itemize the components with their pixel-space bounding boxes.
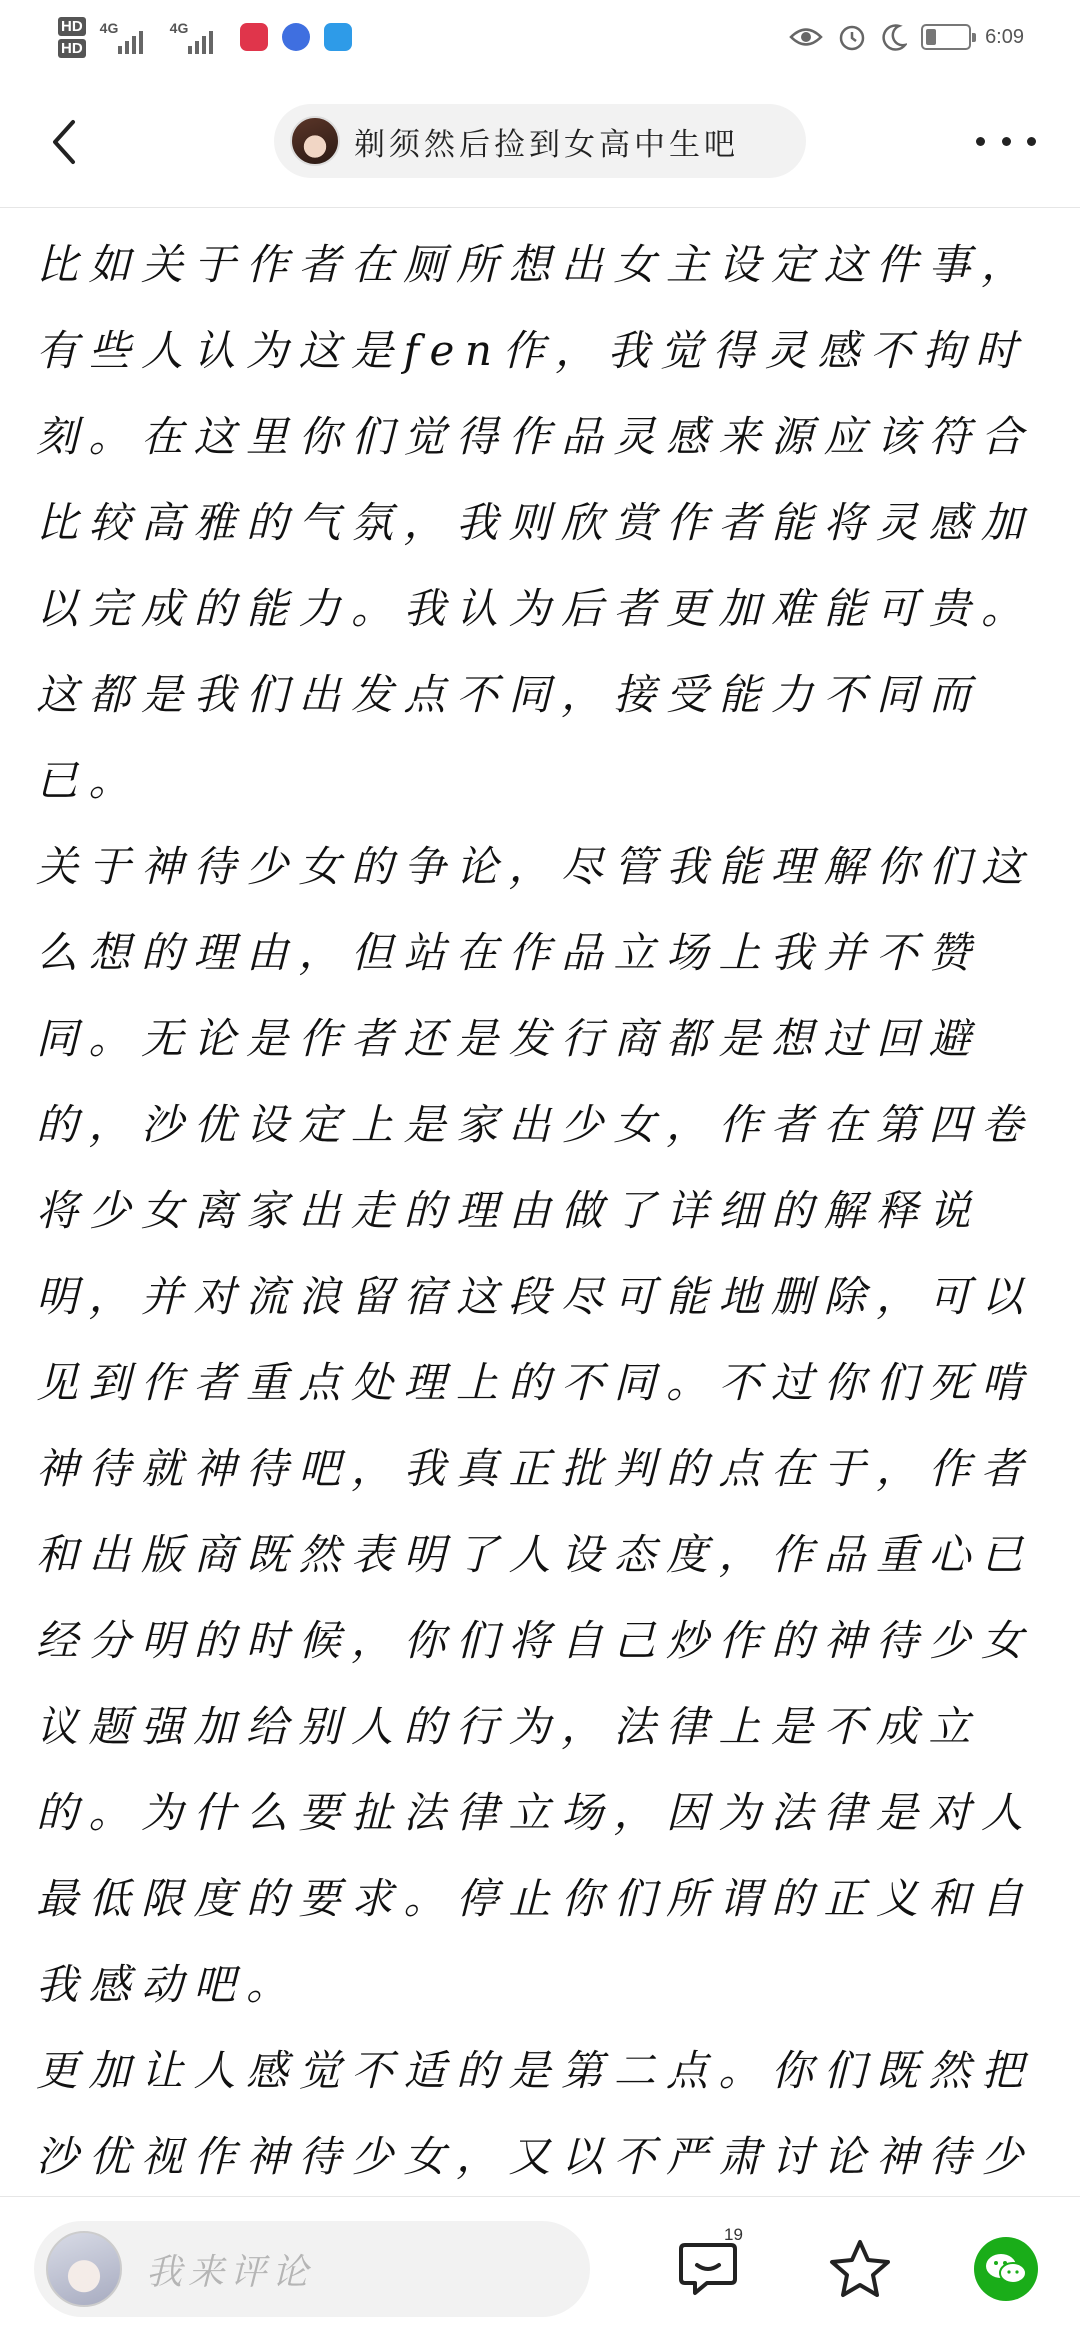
music-icon: [282, 23, 310, 51]
app-notification-icon: [240, 23, 268, 51]
battery-icon: [921, 24, 971, 50]
forum-title-pill[interactable]: [274, 104, 806, 178]
wechat-share-button[interactable]: [974, 2237, 1038, 2301]
reply-icon: [677, 2239, 739, 2299]
post-paragraph: 关于神待少女的争论，尽管我能理解你们这么想的理由，但站在作品立场上我并不赞同。无论是作者还是发行商都是想过回避的，沙优设定上是家出少女，作者在第四卷将少女离家出走的理由做了详细的解释说明，并对流浪留宿这段尽可能地删除，可以见到作者重点处理上的不同。不过你们死啃神待就神待吧，我真正批判的点在于，作者和出版商既然表明了人设态度，作品重心已经分明的时候，你们将自己炒作的神待少女议题强加给别人的行为，法律上是不成立的。为什么要扯法律立场，因为法律是对人最低限度的要求。停止你们所谓的正义和自我感动吧。: [36, 842, 1034, 2009]
post-paragraph: 比如关于作者在厕所想出女主设定这件事，有些人认为这是fen作，我觉得灵感不拘时刻。在这里你们觉得作品灵感来源应该符合比较高雅的气氛，我则欣赏作者能将灵感加以完成的能力。我认为后者更加难能可贵。这都是我们出发点不同，接受能力不同而已。: [36, 240, 1034, 805]
clock: 6:09: [985, 25, 1024, 48]
eye-icon: [789, 26, 823, 48]
back-button[interactable]: [44, 112, 84, 172]
moon-icon: [881, 23, 907, 51]
hd-indicator: [58, 17, 86, 58]
status-bar: [0, 0, 1080, 74]
signal-icon: 4G: [100, 20, 156, 54]
hd1-badge: HD: [58, 17, 86, 36]
more-dot-icon: [1027, 137, 1036, 146]
post-paragraph: 更加让人感觉不适的是第二点。你们既然把沙优视作神待少女，又以不严肃讨论神待少: [36, 2046, 1034, 2181]
post-content: [36, 222, 1046, 2198]
alarm-icon: [837, 22, 867, 52]
forum-avatar: [290, 116, 340, 166]
chevron-left-icon: [51, 118, 77, 166]
user-avatar: [46, 2231, 122, 2307]
favorite-button[interactable]: [824, 2233, 896, 2305]
hd2-badge: HD: [58, 39, 86, 58]
reply-count-badge: 19: [724, 2225, 743, 2244]
message-icon: [324, 23, 352, 51]
top-navigation-bar: [0, 74, 1080, 208]
bottom-action-bar: [0, 2196, 1080, 2340]
more-dot-icon: [976, 137, 985, 146]
wechat-icon: [984, 2251, 1028, 2287]
forum-title: 剃须然后捡到女高中生吧: [354, 126, 739, 163]
signal-icon: 4G: [170, 20, 226, 54]
comment-input[interactable]: [34, 2221, 590, 2317]
star-icon: [827, 2237, 893, 2301]
more-options-button[interactable]: [976, 126, 1036, 156]
more-dot-icon: [1002, 137, 1011, 146]
comment-placeholder: 我来评论: [146, 2251, 315, 2293]
